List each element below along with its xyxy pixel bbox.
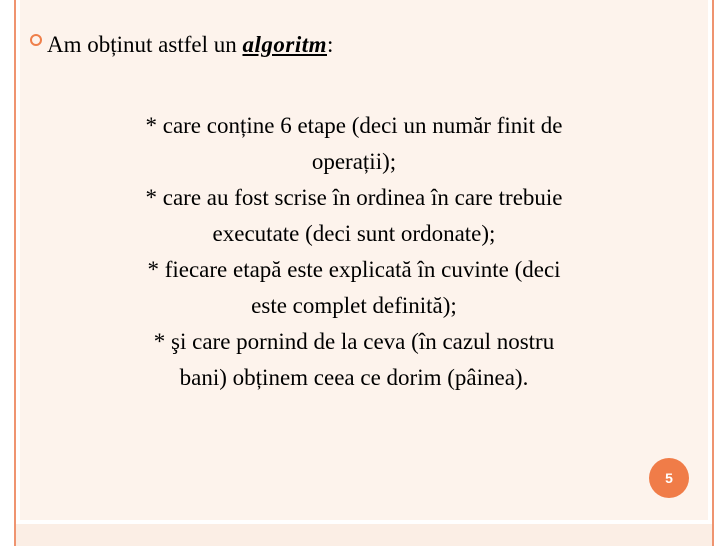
left-frame-line	[14, 0, 16, 546]
hollow-circle-bullet-icon	[30, 34, 42, 46]
property-line: bani) obținem ceea ce dorim (pâinea).	[179, 365, 529, 390]
property-line: * care conține 6 etape (deci un număr finit de	[145, 113, 563, 138]
property-item	[20, 108, 688, 180]
bottom-band	[16, 524, 712, 546]
property-line: * fiecare etapă este explicată în cuvinte (deci	[147, 257, 561, 282]
right-frame-line	[712, 0, 714, 546]
property-item	[20, 180, 688, 252]
algorithm-properties-list	[20, 108, 688, 396]
page-number-badge: 5	[649, 458, 689, 498]
property-item	[20, 324, 688, 396]
property-line: * şi care pornind de la ceva (în cazul nostru	[153, 329, 555, 354]
intro-line	[30, 29, 333, 61]
property-line: operații);	[311, 149, 397, 174]
slide-content	[20, 0, 708, 520]
property-item	[20, 252, 688, 324]
property-line: * care au fost scrise în ordinea în care trebuie	[145, 185, 563, 210]
intro-text: Am obținut astfel un	[47, 32, 243, 57]
property-line: este complet definită);	[251, 293, 457, 318]
algorithm-keyword: algoritm	[242, 32, 327, 57]
intro-colon: :	[327, 32, 334, 57]
property-line: executate (deci sunt ordonate);	[212, 221, 496, 246]
